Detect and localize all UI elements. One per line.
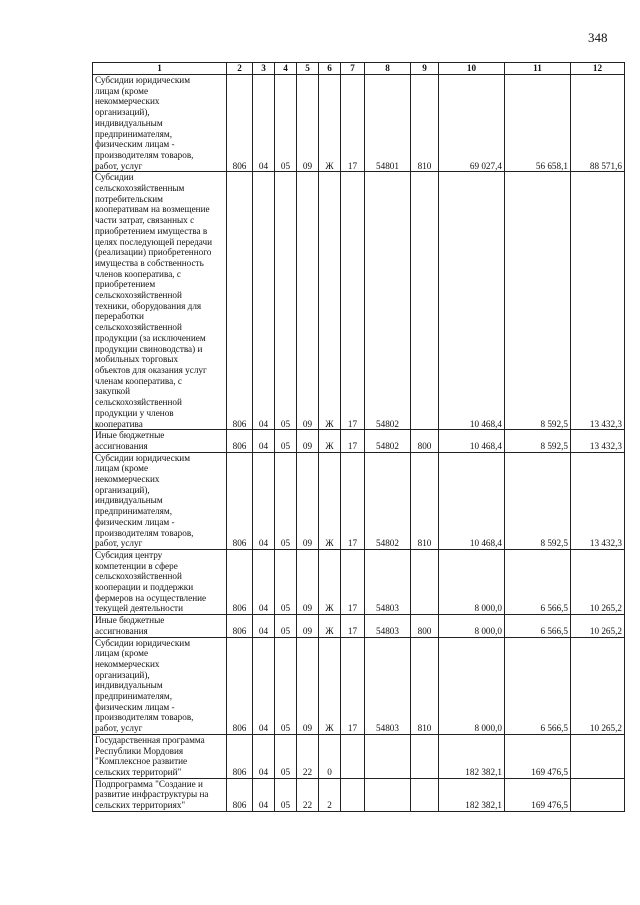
code-subsection-cell: 05 <box>275 549 297 614</box>
code-expense-type-cell <box>411 549 439 614</box>
code-expense-type-cell: 810 <box>411 75 439 172</box>
code-section-cell: 04 <box>253 615 275 637</box>
code-section-cell: 04 <box>253 172 275 430</box>
code-expense-type-cell: 800 <box>411 430 439 452</box>
header-cell: 8 <box>365 63 411 75</box>
amount-col11-cell: 8 592,5 <box>505 452 571 549</box>
table-row <box>93 734 625 778</box>
code-direction-cell <box>365 734 411 778</box>
amount-col11-cell: 169 476,5 <box>505 778 571 811</box>
code-main-event-cell: 17 <box>341 452 365 549</box>
code-program-cell: 09 <box>297 75 319 172</box>
amount-col10-cell: 182 382,1 <box>439 778 505 811</box>
amount-col12-cell: 13 432,3 <box>571 172 625 430</box>
row-name-cell: Субсидии юридическим лицам (кроме некоммерческих организаций), индивидуальным предпринимателям, физическим лицам - производителям товаров, работ, услуг <box>93 637 227 734</box>
amount-col10-cell: 182 382,1 <box>439 734 505 778</box>
row-name-cell: Субсидии юридическим лицам (кроме некоммерческих организаций), индивидуальным предпринимателям, физическим лицам - производителям товаров, работ, услуг <box>93 452 227 549</box>
amount-col10-cell: 10 468,4 <box>439 172 505 430</box>
amount-col11-cell: 6 566,5 <box>505 615 571 637</box>
header-cell: 12 <box>571 63 625 75</box>
header-cell: 9 <box>411 63 439 75</box>
code-subsection-cell: 05 <box>275 75 297 172</box>
code-direction-cell: 54802 <box>365 172 411 430</box>
header-cell: 2 <box>227 63 253 75</box>
table-row <box>93 615 625 637</box>
header-cell: 1 <box>93 63 227 75</box>
code-main-event-cell: 17 <box>341 549 365 614</box>
code-ministry-cell: 806 <box>227 172 253 430</box>
budget-table <box>92 62 625 812</box>
code-expense-type-cell: 800 <box>411 615 439 637</box>
amount-col10-cell: 10 468,4 <box>439 452 505 549</box>
amount-col10-cell: 10 468,4 <box>439 430 505 452</box>
code-subsection-cell: 05 <box>275 452 297 549</box>
code-main-event-cell: 17 <box>341 75 365 172</box>
code-direction-cell <box>365 778 411 811</box>
amount-col12-cell: 10 265,2 <box>571 549 625 614</box>
amount-col12-cell: 13 432,3 <box>571 452 625 549</box>
table-row <box>93 172 625 430</box>
amount-col12-cell: 88 571,6 <box>571 75 625 172</box>
row-name-cell: Субсидии сельскохозяйственным потребительским кооперативам на возмещение части затрат, связанных с приобретением имущества в целях последующей передачи (реализации) приобретенного имущества в собственность членов кооператива, с приобретением сельскохозяйственной техники, оборудования для переработки сельскохозяйственной продукции (за исключением продукции свиноводства) и мобильных торговых объектов для оказания услуг членам кооператива, с закупкой сельскохозяйственной продукции у членов кооператива <box>93 172 227 430</box>
header-cell: 5 <box>297 63 319 75</box>
code-program-cell: 09 <box>297 172 319 430</box>
row-name-cell: Субсидия центру компетенции в сфере сельскохозяйственной кооперации и поддержки фермеров на осуществление текущей деятельности <box>93 549 227 614</box>
header-cell: 10 <box>439 63 505 75</box>
code-direction-cell: 54802 <box>365 430 411 452</box>
code-section-cell: 04 <box>253 637 275 734</box>
amount-col11-cell: 6 566,5 <box>505 637 571 734</box>
code-ministry-cell: 806 <box>227 452 253 549</box>
code-subsection-cell: 05 <box>275 172 297 430</box>
header-row <box>93 63 625 75</box>
code-ministry-cell: 806 <box>227 615 253 637</box>
code-expense-type-cell <box>411 778 439 811</box>
table-row <box>93 549 625 614</box>
amount-col11-cell: 8 592,5 <box>505 430 571 452</box>
amount-col10-cell: 8 000,0 <box>439 615 505 637</box>
table-row <box>93 452 625 549</box>
amount-col12-cell: 10 265,2 <box>571 637 625 734</box>
code-subprogram-cell: Ж <box>319 430 341 452</box>
table-row <box>93 430 625 452</box>
row-name-cell: Подпрограмма "Создание и развитие инфраструктуры на сельских территориях" <box>93 778 227 811</box>
amount-col10-cell: 8 000,0 <box>439 549 505 614</box>
code-subprogram-cell: 0 <box>319 734 341 778</box>
code-main-event-cell: 17 <box>341 615 365 637</box>
code-subprogram-cell: Ж <box>319 549 341 614</box>
code-main-event-cell <box>341 734 365 778</box>
header-cell: 4 <box>275 63 297 75</box>
page-number: 348 <box>588 30 608 45</box>
amount-col12-cell <box>571 734 625 778</box>
row-name-cell: Иные бюджетные ассигнования <box>93 615 227 637</box>
code-expense-type-cell <box>411 172 439 430</box>
code-ministry-cell: 806 <box>227 430 253 452</box>
code-direction-cell: 54803 <box>365 615 411 637</box>
amount-col10-cell: 69 027,4 <box>439 75 505 172</box>
amount-col11-cell: 8 592,5 <box>505 172 571 430</box>
code-direction-cell: 54803 <box>365 637 411 734</box>
code-section-cell: 04 <box>253 452 275 549</box>
code-subprogram-cell: Ж <box>319 172 341 430</box>
code-ministry-cell: 806 <box>227 734 253 778</box>
code-direction-cell: 54802 <box>365 452 411 549</box>
code-direction-cell: 54801 <box>365 75 411 172</box>
amount-col11-cell: 6 566,5 <box>505 549 571 614</box>
header-cell: 11 <box>505 63 571 75</box>
code-ministry-cell: 806 <box>227 549 253 614</box>
row-name-cell: Государственная программа Республики Мордовия "Комплексное развитие сельских территорий" <box>93 734 227 778</box>
code-expense-type-cell: 810 <box>411 452 439 549</box>
header-cell: 3 <box>253 63 275 75</box>
amount-col12-cell: 13 432,3 <box>571 430 625 452</box>
row-name-cell: Иные бюджетные ассигнования <box>93 430 227 452</box>
table-row <box>93 637 625 734</box>
code-main-event-cell: 17 <box>341 637 365 734</box>
code-subsection-cell: 05 <box>275 778 297 811</box>
code-program-cell: 09 <box>297 549 319 614</box>
code-program-cell: 09 <box>297 452 319 549</box>
amount-col12-cell: 10 265,2 <box>571 615 625 637</box>
code-ministry-cell: 806 <box>227 637 253 734</box>
code-subprogram-cell: Ж <box>319 637 341 734</box>
code-section-cell: 04 <box>253 430 275 452</box>
header-cell: 6 <box>319 63 341 75</box>
amount-col12-cell <box>571 778 625 811</box>
table-row <box>93 778 625 811</box>
code-subprogram-cell: Ж <box>319 75 341 172</box>
amount-col11-cell: 169 476,5 <box>505 734 571 778</box>
code-section-cell: 04 <box>253 549 275 614</box>
code-program-cell: 22 <box>297 734 319 778</box>
amount-col10-cell: 8 000,0 <box>439 637 505 734</box>
code-section-cell: 04 <box>253 75 275 172</box>
code-main-event-cell <box>341 778 365 811</box>
code-subsection-cell: 05 <box>275 615 297 637</box>
header-cell: 7 <box>341 63 365 75</box>
code-program-cell: 09 <box>297 615 319 637</box>
code-subprogram-cell: 2 <box>319 778 341 811</box>
code-expense-type-cell: 810 <box>411 637 439 734</box>
code-ministry-cell: 806 <box>227 778 253 811</box>
code-direction-cell: 54803 <box>365 549 411 614</box>
code-subsection-cell: 05 <box>275 637 297 734</box>
code-section-cell: 04 <box>253 778 275 811</box>
code-expense-type-cell <box>411 734 439 778</box>
code-ministry-cell: 806 <box>227 75 253 172</box>
code-section-cell: 04 <box>253 734 275 778</box>
table-row <box>93 75 625 172</box>
code-subsection-cell: 05 <box>275 430 297 452</box>
row-name-cell: Субсидии юридическим лицам (кроме некоммерческих организаций), индивидуальным предпринимателям, физическим лицам - производителям товаров, работ, услуг <box>93 75 227 172</box>
code-subprogram-cell: Ж <box>319 615 341 637</box>
code-program-cell: 22 <box>297 778 319 811</box>
code-main-event-cell: 17 <box>341 172 365 430</box>
code-subsection-cell: 05 <box>275 734 297 778</box>
code-program-cell: 09 <box>297 430 319 452</box>
code-main-event-cell: 17 <box>341 430 365 452</box>
amount-col11-cell: 56 658,1 <box>505 75 571 172</box>
code-subprogram-cell: Ж <box>319 452 341 549</box>
code-program-cell: 09 <box>297 637 319 734</box>
